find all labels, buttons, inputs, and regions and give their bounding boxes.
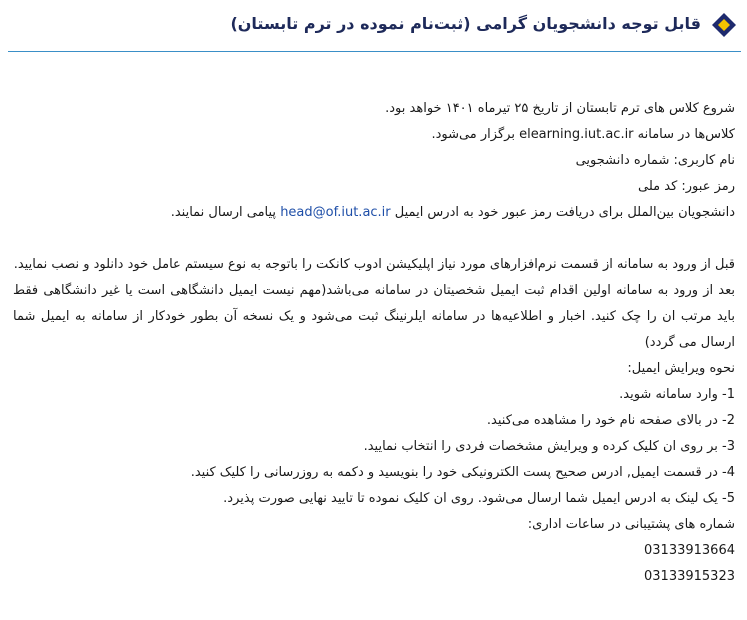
platform-line [13, 122, 735, 148]
step-item: 3- بر روی ان کلیک کرده و ویرایش مشخصات فردی را انتخاب نمایید. [363, 439, 735, 454]
platform-line-text-end: برگزار می‌شود. [431, 127, 520, 142]
start-date-line: شروع کلاس های ترم تابستان از تاریخ ۲۵ تیرماه ۱۴۰۱ خواهد بود. [385, 101, 735, 116]
platform-domain: elearning.iut.ac.ir [519, 127, 634, 142]
username-line: نام کاربری: شماره دانشجویی [575, 153, 735, 168]
password-line: رمز عبور: کد ملی [638, 179, 735, 194]
spacer [13, 226, 735, 252]
platform-line-text: کلاس‌ها در سامانه [633, 127, 735, 142]
step-item: 5- یک لینک به ادرس ایمیل شما ارسال می‌شود. روی ان کلیک نموده تا تایید نهایی صورت پذیرد. [223, 491, 735, 506]
step-item: 4- در قسمت ایمیل, ادرس صحیح پست الکترونیکی خود را بنویسید و دکمه به روزرسانی را کلیک کنید. [190, 465, 735, 480]
international-text-end: پیامی ارسال نمایند. [170, 205, 281, 220]
notice-header [0, 0, 747, 50]
email-registration-paragraph: بعد از ورود به سامانه اولین اقدام ثبت ایمیل شخصیتان در سامانه می‌باشد(مهم نیست ایمیل دانشگاهی است یا غیر دانشگاهی فقط باید مرتب ان را چک کنید. اخبار و اطلاعیه‌ها در سامانه ایلرنینگ ثبت می‌شود و یک نسخه آن بطور خودکار از سامانه به ایمیل شما ارسال می گردد) [13, 283, 735, 350]
software-install-paragraph: قبل از ورود به سامانه از قسمت نرم‌افزارهای مورد نیاز اپلیکیشن ادوب کانکت را باتوجه به نوع سیستم عامل خود دانلود و نصب نمایید. [13, 257, 735, 272]
header-divider [8, 51, 741, 52]
support-phone: 03133915323 [644, 569, 735, 584]
support-phone: 03133913664 [644, 543, 735, 558]
edit-email-heading: نحوه ویرایش ایمیل: [627, 361, 735, 376]
contact-email-link[interactable]: head@of.iut.ac.ir [280, 205, 391, 220]
page-title: قابل توجه دانشجویان گرامی (ثبت‌نام نموده در ترم تابستان) [230, 14, 701, 33]
step-item: 1- وارد سامانه شوید. [619, 387, 735, 402]
international-text: دانشجویان بین‌الملل برای دریافت رمز عبور خود به ادرس ایمیل [390, 205, 735, 220]
step-item: 2- در بالای صفحه نام خود را مشاهده می‌کنید. [486, 413, 735, 428]
diamond-bullet-icon [711, 12, 737, 38]
notice-body [13, 96, 735, 590]
support-heading: شماره های پشتیبانی در ساعات اداری: [527, 517, 735, 532]
international-students-line [13, 200, 735, 226]
